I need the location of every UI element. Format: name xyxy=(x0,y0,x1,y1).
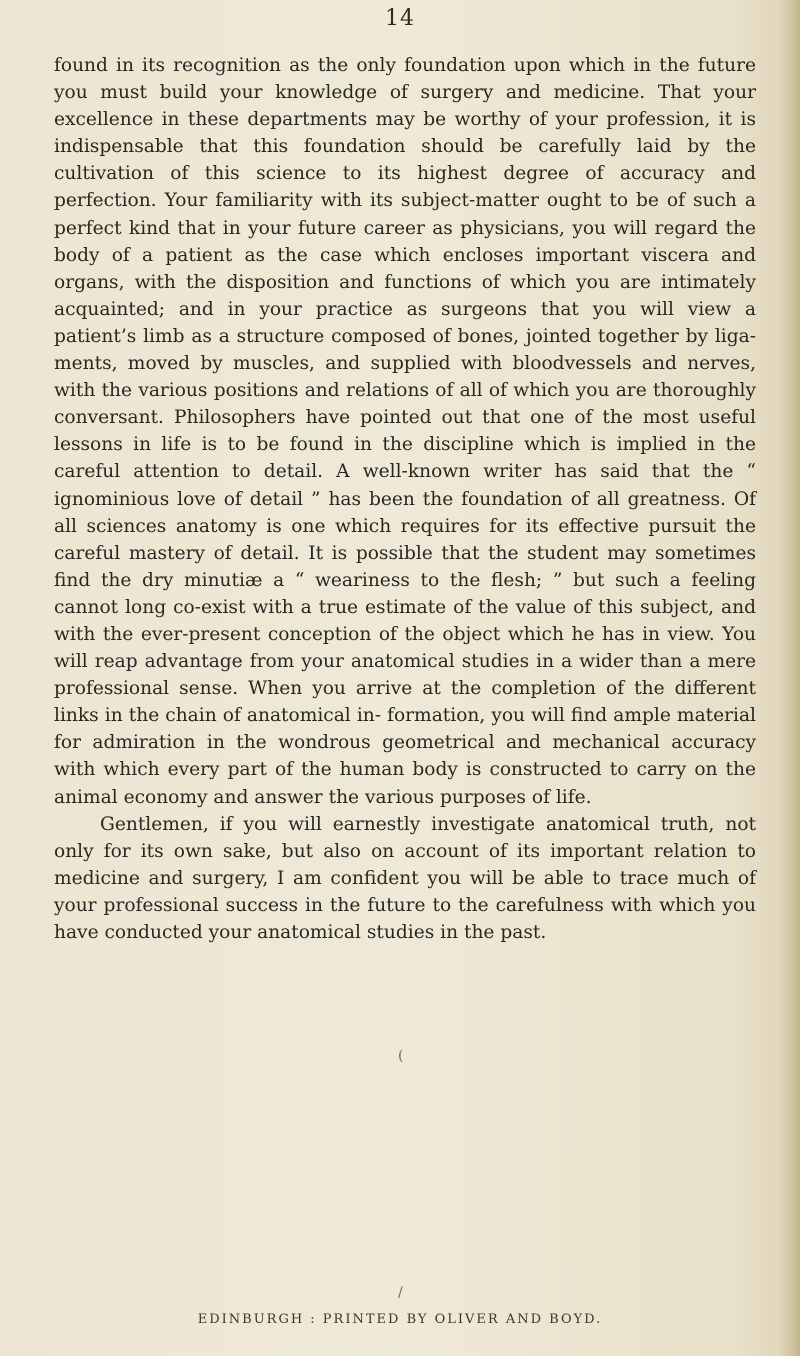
page-number: 14 xyxy=(385,6,415,31)
page-edge-shadow xyxy=(778,0,800,1356)
stray-mark: ( xyxy=(398,1048,404,1064)
paragraph-1: found in its recognition as the only foundation upon which in the future you must build your knowledge of surgery and medicine. That your excellence in these departments may be worthy of your profession, it is indispensable that this foundation should be carefully laid by the cultivation of this science to its highest degree of accuracy and perfection. Your familiarity with its subject-matter ought to be of such a perfect kind that in your future career as physicians, you will regard the body of a patient as the case which encloses important viscera and organs, with the disposition and functions of which you are intimately acquainted; and in your practice as surgeons that you will view a patient’s limb as a structure composed of bones, jointed together by liga- ments, moved by muscles, and supplied with bloodvessels and nerves, with the various positions and relations of all of which you are thoroughly conversant. Philosophers have pointed out that one of the most useful lessons in life is to be found in the discipline which is implied in the careful attention to detail. A well-known writer has said that the “ ignominious love of detail ” has been the foundation of all greatness. Of all sciences anatomy is one which requires for its effective pursuit the careful mastery of detail. It is possible that the student may sometimes find the dry minutiæ a “ weariness to the flesh; ” but such a feeling cannot long co-exist with a true estimate of the value of this subject, and with the ever-present conception of the object which he has in view. You will reap advantage from your anatomical studies in a wider than a mere professional sense. When you arrive at the completion of the different links in the chain of anatomical in- formation, you will find ample material for admiration in the wondrous geometrical and mechanical accuracy with which every part of the human body is constructed to carry on the animal economy and answer the various purposes of life. xyxy=(54,55,756,808)
printer-imprint: EDINBURGH : PRINTED BY OLIVER AND BOYD. xyxy=(197,1312,603,1327)
stray-mark: / xyxy=(398,1285,403,1301)
paragraph-2: Gentlemen, if you will earnestly investigate anatomical truth, not only for its own sake, but also on account of its important relation to medicine and surgery, I am confident you will be able to trace much of your professional success in the future to the carefulness with which you have conducted your anatomical studies in the past. xyxy=(54,813,756,943)
body-text xyxy=(54,52,756,946)
